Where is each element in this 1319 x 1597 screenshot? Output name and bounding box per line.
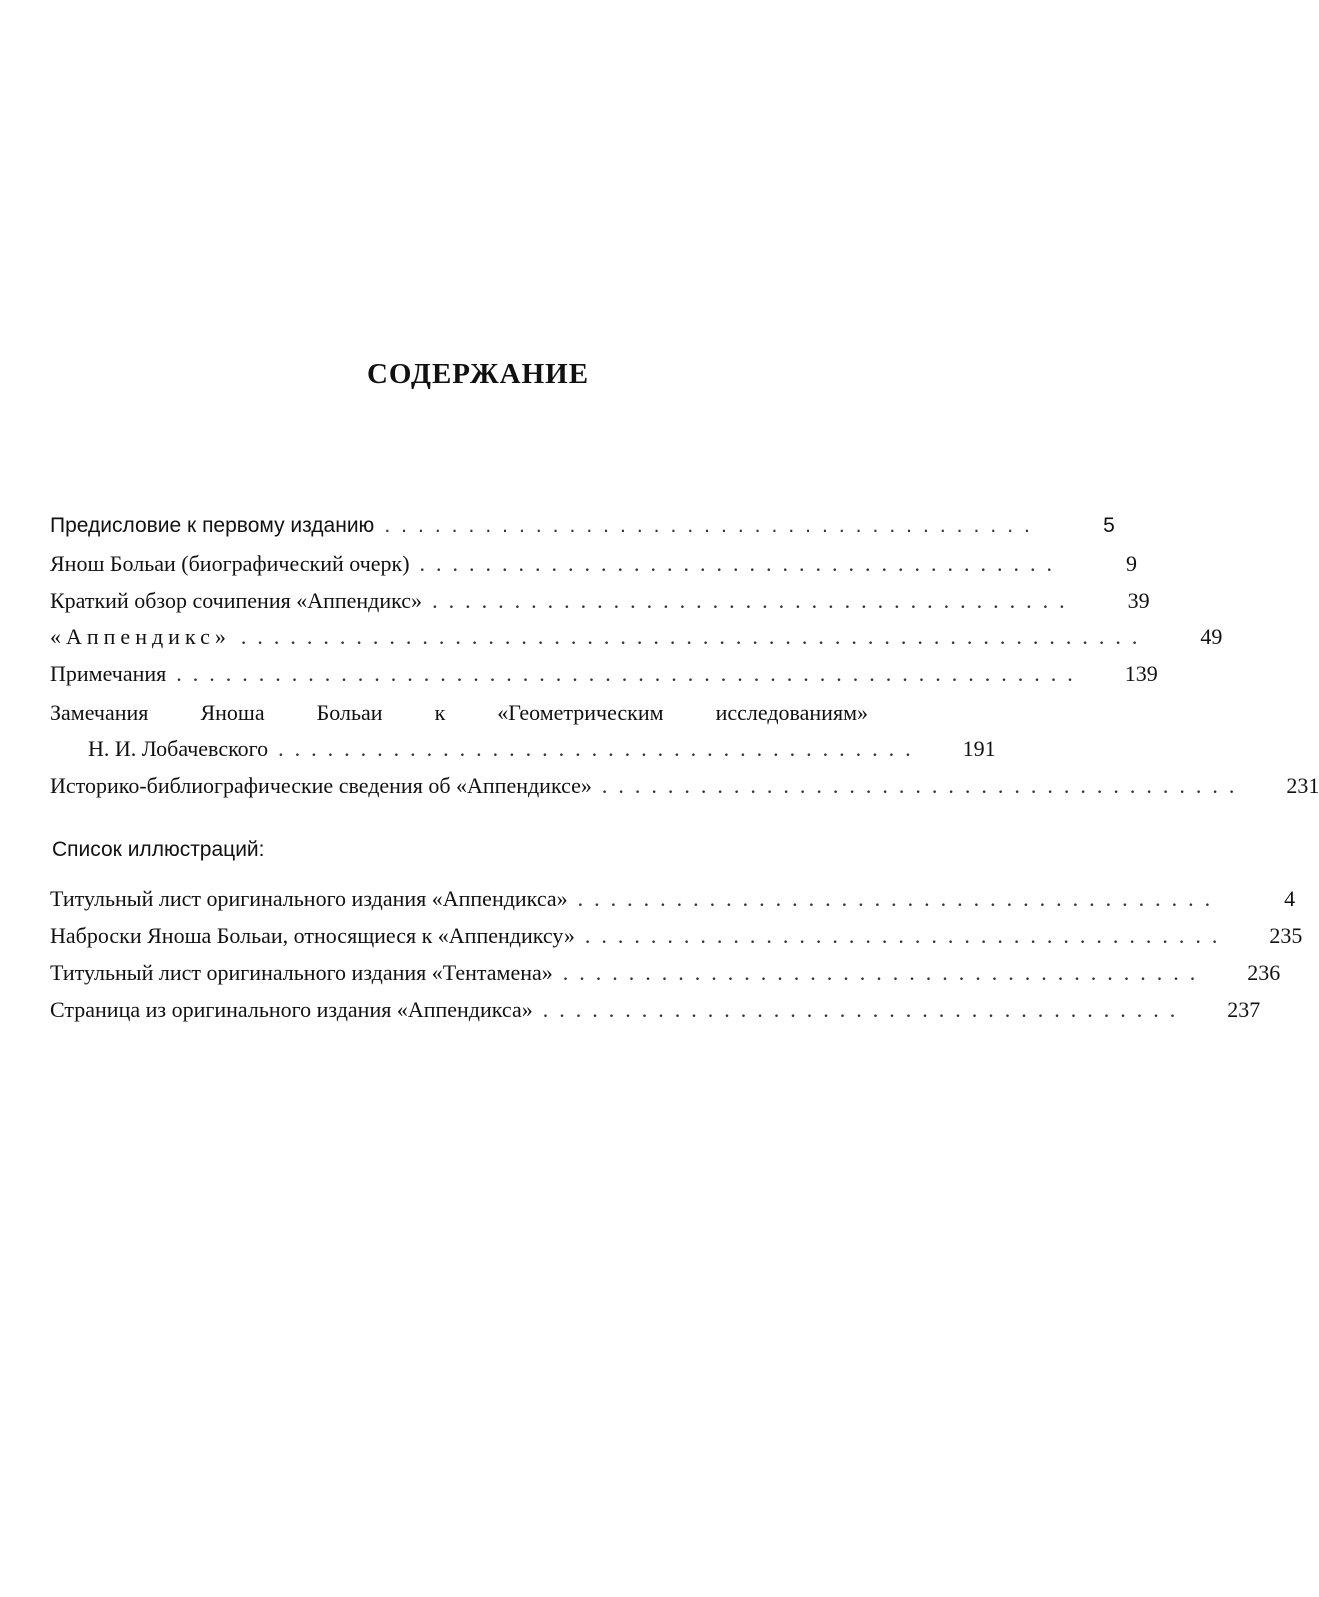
illustration-entry-page: 236 [1247,960,1281,985]
toc-entry-label: «Аппендикс» [50,624,231,649]
toc-entry-page: 39 [1127,588,1150,613]
illustration-entry-label: Наброски Яноша Больаи, относящиеся к «Аппендиксу» [50,923,575,948]
toc-entry-label: Историко-библиографические сведения об «Аппендиксе» [50,773,592,798]
toc-entry-page: 191 [962,736,996,761]
toc-entry [88,736,996,770]
dot-leader: ....................................... [419,551,1064,576]
illustration-entry [50,886,1296,920]
toc-entry-label: Н. И. Лобачевского [88,736,269,761]
toc-entry-page: 139 [1124,661,1158,686]
dot-leader: ....................................... [432,588,1076,613]
dot-leader: ....................................... [542,997,1187,1022]
dot-leader: ....................................... [384,514,1041,537]
toc-entry-page: 49 [1200,624,1223,649]
toc-entry [50,514,1115,548]
illustration-entry-page: 4 [1284,886,1296,911]
illustration-entry-page: 237 [1227,997,1261,1022]
dot-leader: ....................................... [562,960,1207,985]
illustration-entry [50,923,1303,957]
dot-leader: ....................................................... [240,624,1149,649]
toc-entry [50,588,1150,622]
illustration-entry-label: Страница из оригинального издания «Аппендикса» [50,997,533,1022]
toc-entry-page: 5 [1103,514,1115,537]
toc-entry-label: Предисловие к первому изданию [50,514,375,537]
toc-entry [50,624,1223,658]
illustration-entry-label: Титульный лист оригинального издания «Аппендикса» [50,886,568,911]
toc-entry-line1: Замечания Яноша Больаи к «Геометрическим исследованиям» [50,700,868,725]
toc-entry-page: 9 [1126,551,1138,576]
toc-entry-label: Краткий обзор сочипения «Аппендикс» [50,588,423,613]
dot-leader: ....................................................... [176,661,1084,686]
toc-entry [50,773,1319,807]
toc-entry-page: 231 [1286,773,1319,798]
illustrations-heading: Список иллюстраций: [52,838,265,861]
toc-entry-label: Примечания [50,661,167,686]
illustration-entry [50,960,1281,994]
illustration-entry-page: 235 [1269,923,1303,948]
dot-leader: ....................................... [584,923,1229,948]
dot-leader: ....................................... [278,736,922,761]
dot-leader: ....................................... [601,773,1246,798]
illustration-entry [50,997,1261,1031]
page-title: СОДЕРЖАНИЕ [366,358,590,390]
dot-leader: ....................................... [577,886,1222,911]
toc-entry [50,551,1138,585]
illustration-entry-label: Титульный лист оригинального издания «Тентамена» [50,960,553,985]
toc-entry [50,661,1158,695]
toc-entry-label: Янош Больаи (биографический очерк) [50,551,410,576]
